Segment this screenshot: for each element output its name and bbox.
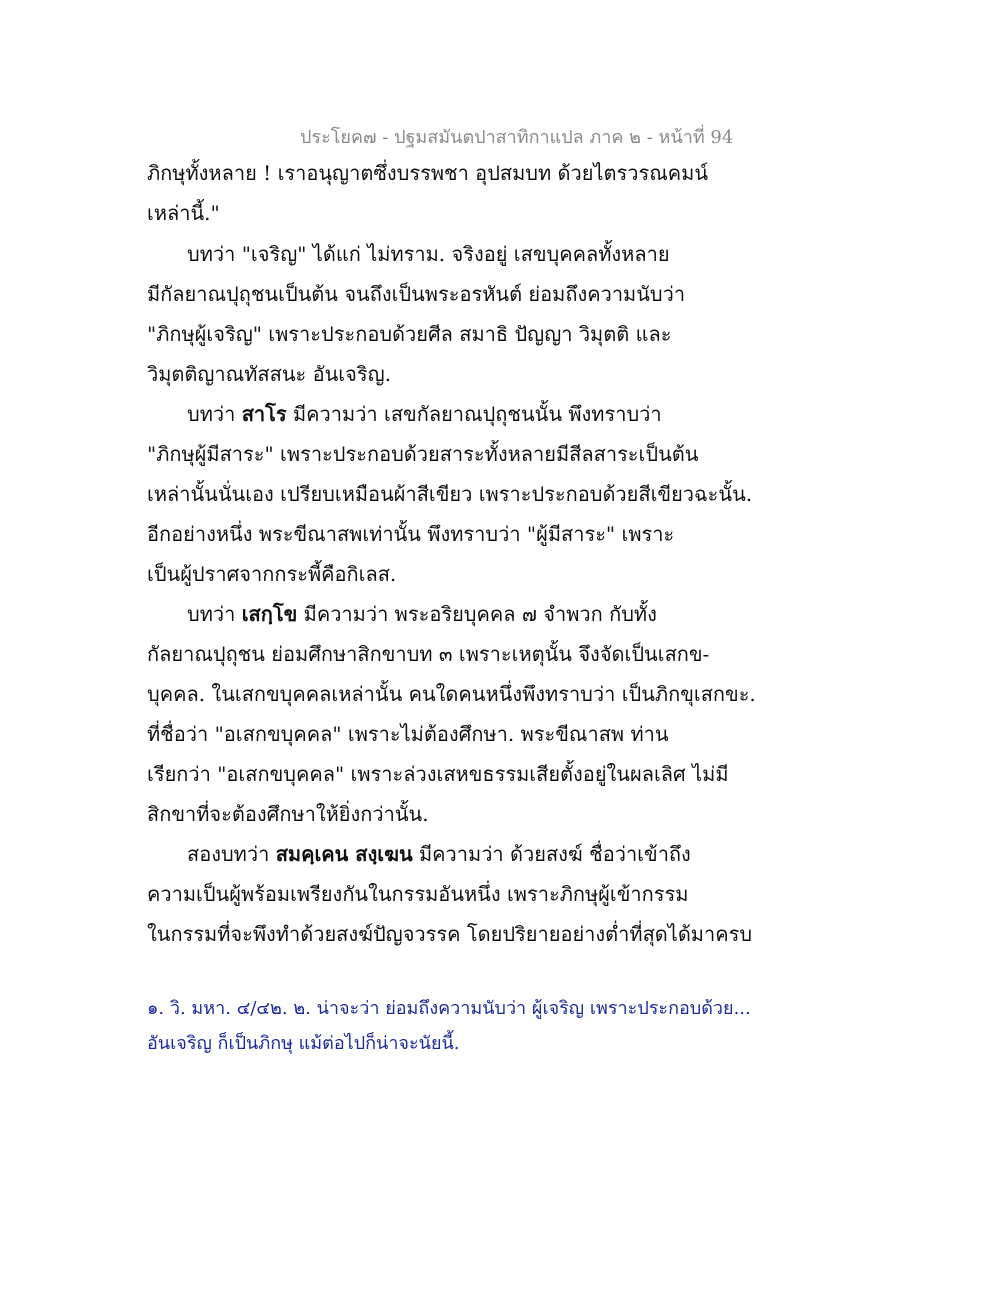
text-line: เหล่านี้." [147,201,220,225]
text-line [187,404,662,424]
text-segment: บทว่า [187,402,242,426]
text-line: ภิกษุทั้งหลาย ! เราอนุญาตซึ่งบรรพชา อุปสมบท ด้วยไตรวรณคมน์ [147,161,709,185]
term-saro: สาโร [241,402,287,426]
text-segment: สองบทว่า [187,842,276,866]
text-segment: มีความว่า เสขกัลยาณปุถุชนนั้น พึงทราบว่า [286,402,662,426]
text-segment: บทว่า [187,602,242,626]
text-line: กัลยาณปุถุชน ย่อมศึกษาสิกขาบท ๓ เพราะเหตุนั้น จึงจัดเป็นเสกข- [147,642,710,666]
page-header: ประโยค๗ - ปฐมสมันตปาสาทิกาแปล ภาค ๒ - หน้าที่ 94 [300,127,734,148]
text-line [187,604,657,624]
text-line: อีกอย่างหนึ่ง พระขีณาสพเท่านั้น พึงทราบว่า "ผู้มีสาระ" เพราะ [147,522,675,546]
text-line: ในกรรมที่จะพึงทำด้วยสงฆ์ปัญจวรรค โดยปริยายอย่างต่ำที่สุดได้มาครบ [147,922,753,946]
text-line: ที่ชื่อว่า "อเสกขบุคคล" เพราะไม่ต้องศึกษา. พระขีณาสพ ท่าน [147,722,669,746]
text-line [187,844,691,864]
text-line: บทว่า "เจริญ" ได้แก่ ไม่ทราม. จริงอยู่ เสขบุคคลทั้งหลาย [187,242,670,266]
text-line: สิกขาที่จะต้องศึกษาให้ยิ่งกว่านั้น. [147,802,429,826]
text-line: เป็นผู้ปราศจากกระพี้คือกิเลส. [147,562,397,586]
footnote-line: ๑. วิ. มหา. ๔/๔๒. ๒. น่าจะว่า ย่อมถึงความนับว่า ผู้เจริญ เพราะประกอบด้วย... [147,998,751,1019]
text-segment: มีความว่า พระอริยบุคคล ๗ จำพวก กับทั้ง [297,602,657,626]
text-segment: มีความว่า ด้วยสงฆ์ ชื่อว่าเข้าถึง [412,842,691,866]
text-line: ความเป็นผู้พร้อมเพรียงกันในกรรมอันหนึ่ง เพราะภิกษุผู้เข้ากรรม [147,882,689,906]
text-line: บุคคล. ในเสกขบุคคลเหล่านั้น คนใดคนหนึ่งพึงทราบว่า เป็นภิกขุเสกขะ. [147,682,756,706]
text-line: เหล่านั้นนั่นเอง เปรียบเหมือนผ้าสีเขียว เพราะประกอบด้วยสีเขียวฉะนั้น. [147,482,753,506]
term-sekkho: เสกฺโข [241,602,298,626]
text-line: "ภิกษุผู้เจริญ" เพราะประกอบด้วยศีล สมาธิ ปัญญา วิมุตติ และ [147,322,672,346]
term-samaggena-sanghena: สมคฺเคน สงฺเฆน [275,842,413,866]
footnote-line: อันเจริญ ก็เป็นภิกษุ แม้ต่อไปก็น่าจะนัยนี้. [147,1033,460,1054]
text-line: เรียกว่า "อเสกขบุคคล" เพราะล่วงเสหขธรรมเสียตั้งอยู่ในผลเลิศ ไม่มี [147,762,729,786]
text-line: วิมุตติญาณทัสสนะ อันเจริญ. [147,362,391,386]
text-line: "ภิกษุผู้มีสาระ" เพราะประกอบด้วยสาระทั้งหลายมีสีลสาระเป็นต้น [147,442,699,466]
text-line: มีกัลยาณปุถุชนเป็นต้น จนถึงเป็นพระอรหันต์ ย่อมถึงความนับว่า [147,282,686,306]
